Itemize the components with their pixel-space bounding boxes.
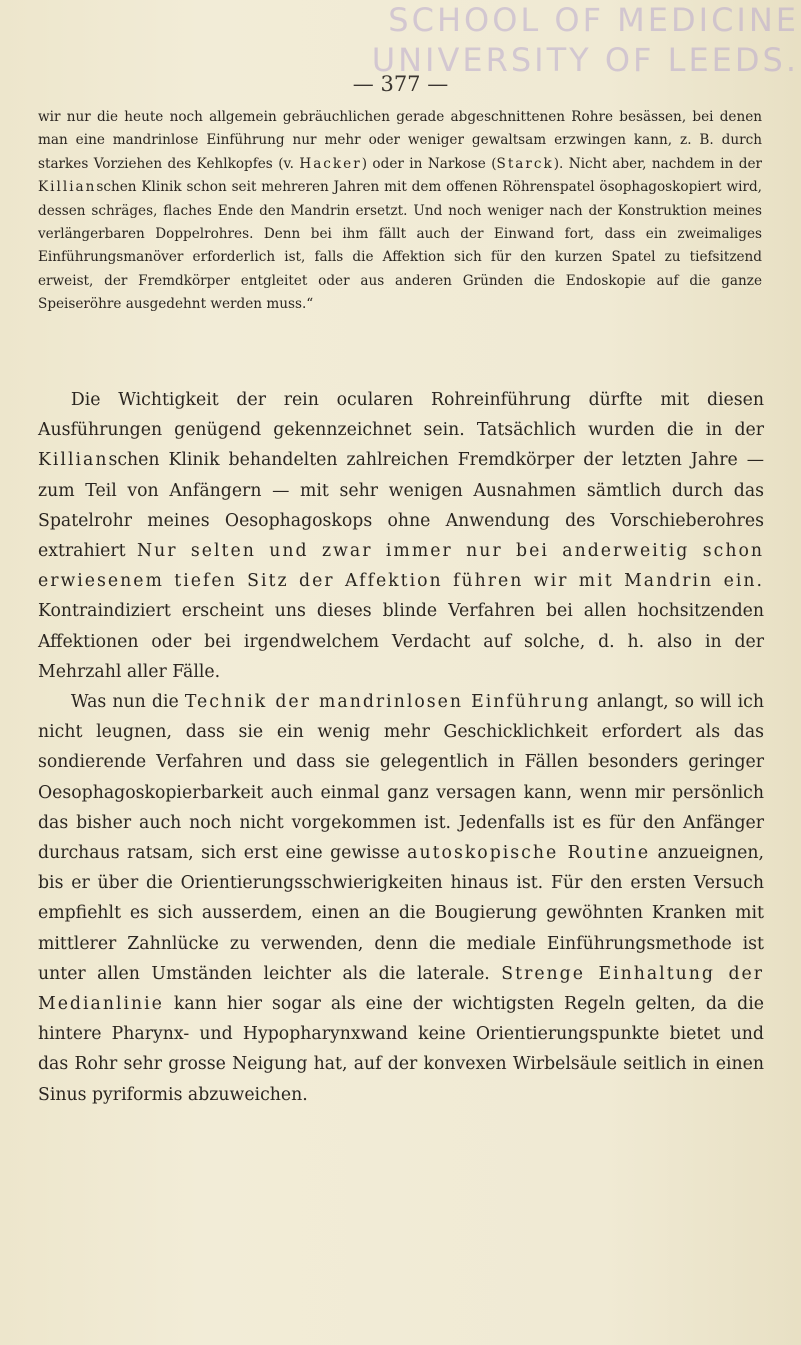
p2-emphasis-1: Technik der mandrinlosen Einführung <box>184 692 591 713</box>
paragraph-1 <box>38 385 764 687</box>
p1-emphasis: Nur selten und zwar immer nur bei anderweitig schon erwiesenem tiefen Sitz der Affektion führen wir mit Mandrin ein. <box>38 541 764 592</box>
quote-text-1: wir nur die heute noch allgemein gebräuchlichen gerade abgeschnittenen Rohre besässen, bei denen man eine mandrinlose Einführung nur mehr oder weniger gewaltsam erzwingen kann, z. B. durch starkes Vorziehen des Kehlkopfes (v. <box>38 109 762 172</box>
p1-text-2: schen Klinik behandelten zahlreichen Fremdkörper der letzten Jahre — zum Teil von Anfängern — mit sehr wenigen Ausnahmen sämtlich durch das Spatelrohr meines Oesophagoskops ohne Anwendung des Vorschieberohres extrahiert <box>38 450 764 562</box>
p1-text-1: Die Wichtigkeit der rein ocularen Rohreinführung dürfte mit diesen Ausführungen genügend gekennzeichnet sein. Tatsächlich wurden die in der <box>38 390 764 441</box>
main-text <box>38 385 764 1110</box>
author-killian: Killian <box>38 179 97 196</box>
paragraph-2 <box>38 687 764 1110</box>
author-hacker: Hacker <box>299 155 362 172</box>
p2-text-1: Was nun die <box>70 692 185 713</box>
p2-text-4: kann hier sogar als eine der wichtigsten Regeln gelten, da die hintere Pharynx- und Hypopharynxwand keine Orientierungspunkte bietet und das Rohr sehr grosse Neigung hat, auf der konvexen Wirbelsäule seitlich in einen Sinus pyriformis abzuweichen. <box>38 994 764 1105</box>
quote-text-4: schen Klinik schon seit mehreren Jahren mit dem offenen Röhrenspatel ösophagoskopiert wird, dessen schräges, flaches Ende den Mandrin ersetzt. Und noch weniger nach der Konstruktion meines verlängerbaren Doppelrohres. Denn bei ihm fällt auch der Einwand fort, dass ein zweimaliges Einführungsmanöver erforderlich ist, falls die Affektion sich für den kurzen Spatel zu tiefsitzend erweist, der Fremdkörper entgleitet oder aus anderen Gründen die Endoskopie auf die ganze Speiseröhre ausgedehnt werden muss.“ <box>38 179 762 313</box>
stamp-line-2: UNIVERSITY OF LEEDS. <box>371 41 799 79</box>
p1-text-3: Kontraindiziert erscheint uns dieses blinde Verfahren bei allen hochsitzenden Affektionen oder bei irgendwelchem Verdacht auf solche, d. h. also in der Mehrzahl aller Fälle. <box>38 601 764 682</box>
p1-author-killian: Killian <box>38 450 109 471</box>
p2-emphasis-3: Strenge Einhaltung der Medianlinie <box>38 963 764 1015</box>
p2-emphasis-2: autoskopische Routine <box>407 843 651 864</box>
p2-text-2: anlangt, so will ich nicht leugnen, dass sie ein wenig mehr Geschicklichkeit erfordert als das sondierende Verfahren und dass sie gelegentlich in Fällen besonders geringer Oesophagoskopierbarkeit auch einmal ganz versagen kann, wenn mir persönlich das bisher auch noch nicht vorgekommen ist. Jedenfalls ist es für den Anfänger durchaus ratsam, sich erst eine gewisse <box>38 692 764 864</box>
library-stamp <box>372 0 799 80</box>
author-starck: Starck <box>496 155 554 172</box>
stamp-line-1: SCHOOL OF MEDICINE <box>388 1 799 39</box>
quoted-paragraph <box>38 106 762 317</box>
quote-text-3: ). Nicht aber, nachdem in der <box>553 155 762 172</box>
page-number: — 377 — <box>352 72 449 96</box>
p2-text-3: anzueignen, bis er über die Orientierungsschwierigkeiten hinaus ist. Für den ersten Versuch empfiehlt es sich ausserdem, einen an die Bougierung gewöhnten Kranken mit mittlerer Zahnlücke zu verwenden, denn die mediale Einführungsmethode ist unter allen Umständen leichter als die laterale. <box>38 843 764 984</box>
quote-text-2: ) oder in Narkose ( <box>361 155 497 172</box>
